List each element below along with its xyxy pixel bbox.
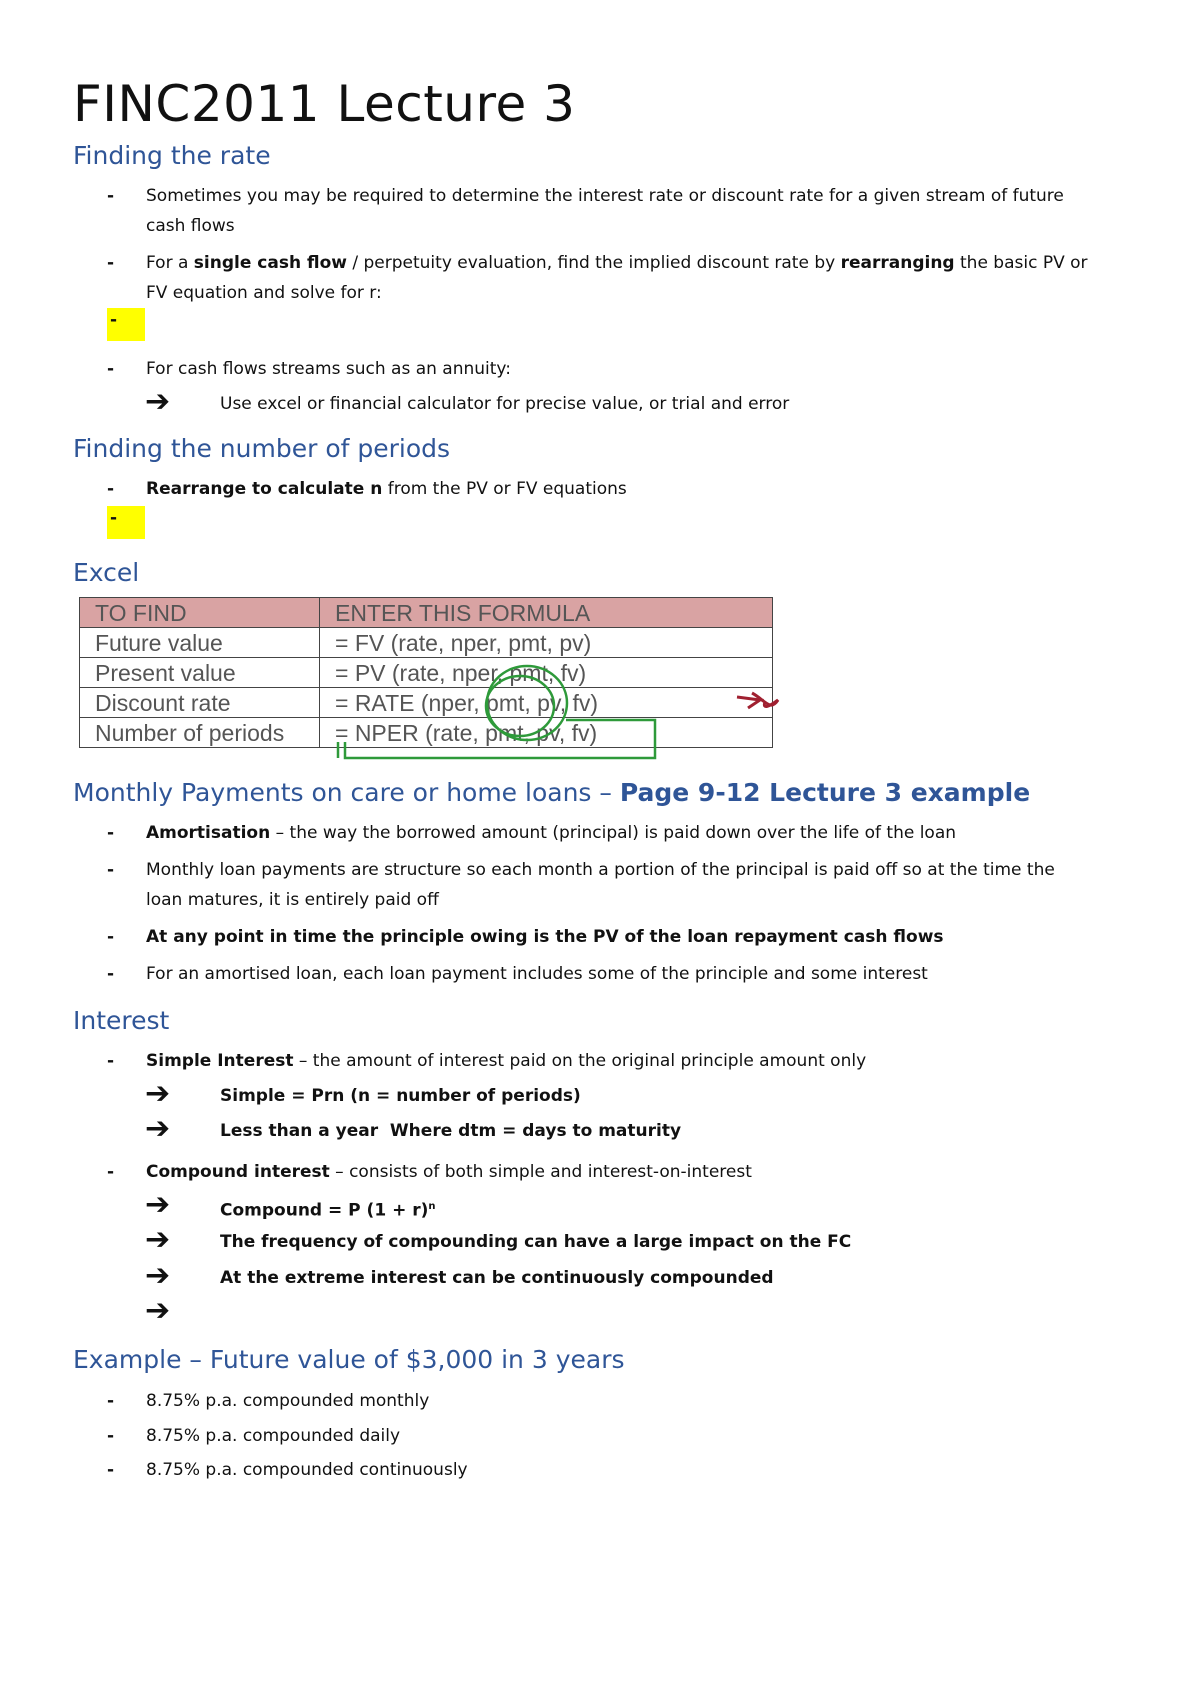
item-text: 8.75% p.a. compounded continuously bbox=[146, 1460, 468, 1480]
item-text: Monthly loan payments are structure so each month a portion of the principal is paid off so at the time the bbox=[146, 860, 1055, 880]
item-text: loan matures, it is entirely paid off bbox=[146, 890, 439, 910]
item-text: Use excel or financial calculator for precise value, or trial and error bbox=[220, 394, 790, 414]
heading-excel: Excel bbox=[73, 558, 140, 587]
item-text: For an amortised loan, each loan payment includes some of the principle and some interest bbox=[146, 964, 928, 984]
bullet-dash: - bbox=[107, 927, 115, 947]
bullet-dash: - bbox=[107, 186, 115, 206]
arrow-right-icon: ➔ bbox=[145, 1258, 171, 1293]
heading-monthly-payments bbox=[73, 778, 1030, 808]
bullet-dash: - bbox=[107, 1426, 115, 1446]
table-cell: = FV (rate, nper, pmt, pv) bbox=[320, 628, 773, 658]
text-run: from the PV or FV equations bbox=[382, 479, 627, 499]
item-text: 8.75% p.a. compounded daily bbox=[146, 1426, 401, 1446]
text-run: – the way the borrowed amount (principal) is paid down over the life of the loan bbox=[270, 823, 957, 843]
text-run: For a bbox=[146, 253, 194, 273]
item-text: 8.75% p.a. compounded monthly bbox=[146, 1391, 430, 1411]
table-cell: = NPER (rate, pmt, pv, fv) bbox=[320, 718, 773, 748]
bullet-dash: - bbox=[107, 359, 115, 379]
item-text: The frequency of compounding can have a large impact on the FC bbox=[220, 1232, 852, 1252]
table-header-cell: TO FIND bbox=[80, 598, 320, 628]
table-cell: = RATE (nper, pmt, pv, fv) bbox=[320, 688, 773, 718]
bullet-dash: - bbox=[107, 479, 115, 499]
text-run: – consists of both simple and interest-on-interest bbox=[329, 1162, 752, 1182]
item-text: At the extreme interest can be continuously compounded bbox=[220, 1268, 774, 1288]
item-text bbox=[146, 1157, 1140, 1187]
item-text: cash flows bbox=[146, 216, 235, 236]
item-text: Simple = Prn (n = number of periods) bbox=[220, 1086, 581, 1106]
heading-example: Example – Future value of $3,000 in 3 years bbox=[73, 1345, 625, 1374]
text-run-bold: single cash flow bbox=[193, 253, 347, 273]
arrow-right-icon: ➔ bbox=[145, 384, 171, 419]
heading-finding-rate: Finding the rate bbox=[73, 141, 271, 170]
bullet-dash: - bbox=[107, 860, 115, 880]
table-cell: Number of periods bbox=[80, 718, 320, 748]
table-cell: = PV (rate, nper, pmt, fv) bbox=[320, 658, 773, 688]
item-text: FV equation and solve for r: bbox=[146, 283, 382, 303]
item-text: Sometimes you may be required to determine the interest rate or discount rate for a given stream of future bbox=[146, 186, 1064, 206]
bullet-dash: - bbox=[107, 1460, 115, 1480]
document-title: FINC2011 Lecture 3 bbox=[73, 75, 576, 133]
heading-number-of-periods: Finding the number of periods bbox=[73, 434, 451, 463]
heading-interest: Interest bbox=[73, 1006, 170, 1035]
red-check-mark-icon bbox=[737, 693, 778, 708]
arrow-right-icon: ➔ bbox=[145, 1076, 171, 1111]
item-text bbox=[146, 818, 1140, 848]
bullet-dash: - bbox=[107, 964, 115, 984]
arrow-right-icon: ➔ bbox=[145, 1111, 171, 1146]
table-cell: Present value bbox=[80, 658, 320, 688]
text-run: – the amount of interest paid on the original principle amount only bbox=[293, 1051, 867, 1071]
text-run-bold: rearranging bbox=[840, 253, 955, 273]
green-circle-scribble-icon bbox=[338, 666, 655, 758]
text-run: / perpetuity evaluation, find the implied discount rate by bbox=[346, 253, 841, 273]
text-run: Compound = P (1 + r) bbox=[220, 1200, 429, 1221]
superscript: n bbox=[428, 1201, 436, 1212]
item-text: For cash flows streams such as an annuity: bbox=[146, 359, 511, 379]
bullet-dash: - bbox=[110, 508, 118, 528]
item-text: Less than a year Where dtm = days to maturity bbox=[220, 1121, 682, 1141]
arrow-right-icon: ➔ bbox=[145, 1187, 171, 1222]
table-header-cell: ENTER THIS FORMULA bbox=[320, 598, 773, 628]
heading-text: Monthly Payments on care or home loans – bbox=[73, 778, 620, 807]
bullet-dash: - bbox=[107, 1162, 115, 1182]
item-text bbox=[146, 1046, 1140, 1076]
bullet-dash: - bbox=[107, 1051, 115, 1071]
table-cell: Future value bbox=[80, 628, 320, 658]
bullet-dash: - bbox=[110, 310, 118, 330]
item-text: At any point in time the principle owing is the PV of the loan repayment cash flows bbox=[146, 927, 944, 947]
arrow-right-icon: ➔ bbox=[145, 1293, 171, 1328]
bullet-dash: - bbox=[107, 1391, 115, 1411]
text-run-bold: Amortisation bbox=[146, 823, 271, 843]
text-run-bold: Rearrange to calculate n bbox=[146, 479, 383, 499]
text-run: the basic PV or bbox=[954, 253, 1088, 273]
text-run-bold: Compound interest bbox=[146, 1162, 330, 1182]
bullet-dash: - bbox=[107, 823, 115, 843]
arrow-right-icon: ➔ bbox=[145, 1222, 171, 1257]
table-cell: Discount rate bbox=[80, 688, 320, 718]
heading-text-bold: Page 9-12 Lecture 3 example bbox=[619, 778, 1031, 807]
item-text bbox=[220, 1192, 436, 1226]
text-run-bold: Simple Interest bbox=[146, 1051, 294, 1071]
bullet-dash: - bbox=[107, 253, 115, 273]
